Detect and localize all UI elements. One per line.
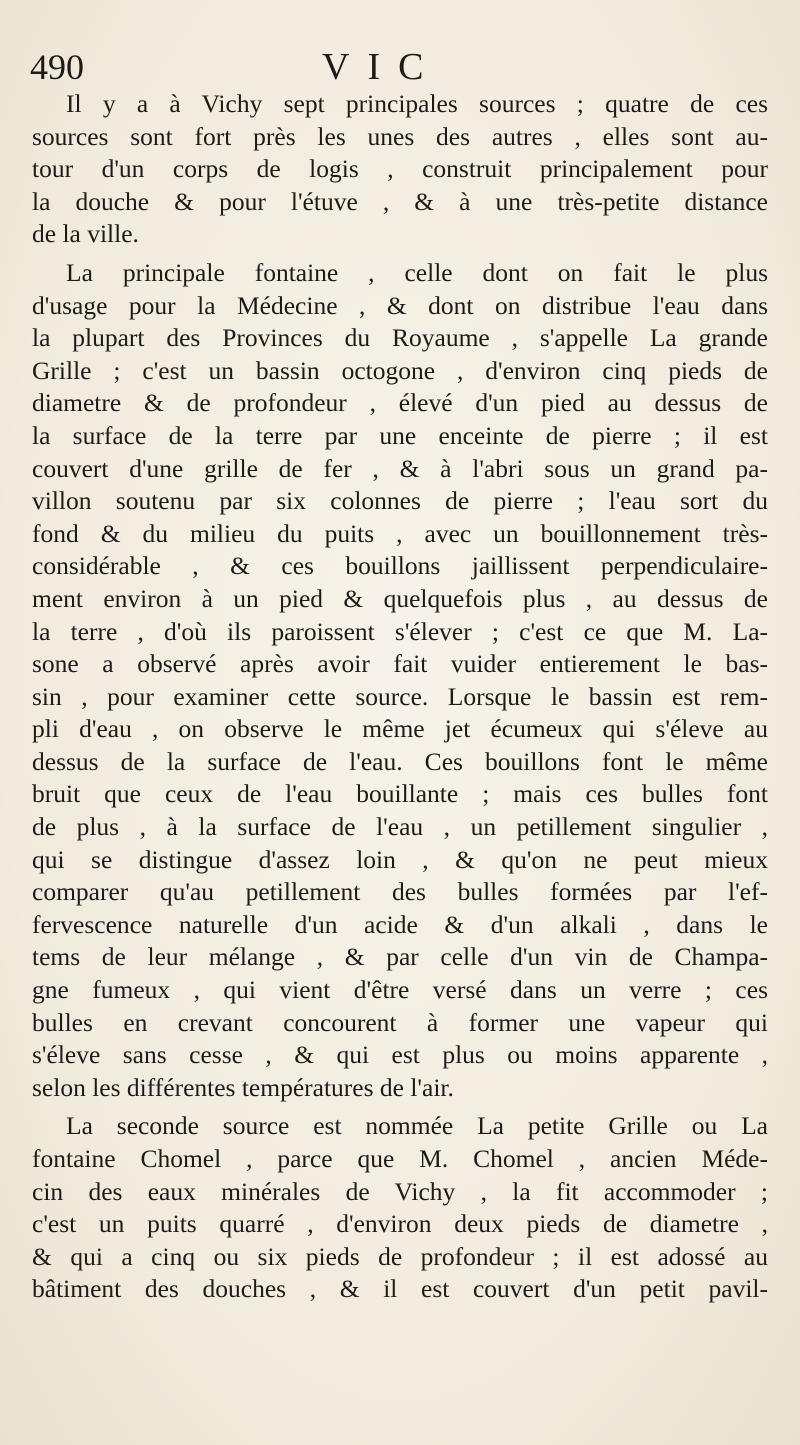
text-line: considérable , & ces bouillons jaillissent perpendiculaire- — [32, 551, 768, 581]
text-line: La principale fontaine , celle dont on fait le plus — [66, 257, 768, 287]
text-line: selon les différentes températures de l'air. — [32, 1072, 454, 1102]
text-line: bruit que ceux de l'eau bouillante ; mais ces bulles font — [32, 779, 768, 809]
paragraph — [32, 257, 768, 1104]
text-line: Il y a à Vichy sept principales sources ; quatre de ces — [66, 89, 768, 118]
text-line: fontaine Chomel , parce que M. Chomel , ancien Méde- — [32, 1144, 768, 1173]
text-line: de la ville. — [32, 219, 139, 249]
text-line: d'usage pour la Médecine , & dont on distribue l'eau dans — [32, 290, 768, 320]
text-line: villon soutenu par six colonnes de pierre ; l'eau sort du — [32, 486, 768, 516]
text-line: diametre & de profondeur , élevé d'un pied au dessus de — [32, 388, 768, 418]
paragraph — [32, 1110, 768, 1306]
text-line: sone a observé après avoir fait vuider entierement le bas- — [32, 649, 768, 679]
text-line: ment environ à un pied & quelquefois plus , au dessus de — [32, 583, 768, 613]
page-header — [30, 44, 770, 90]
text-line: gne fumeux , qui vient d'être versé dans un verre ; ces — [32, 975, 768, 1005]
text-line: la terre , d'où ils paroissent s'élever ; c'est ce que M. La- — [32, 616, 768, 646]
text-line: couvert d'une grille de fer , & à l'abri sous un grand pa- — [32, 453, 768, 483]
text-line: qui se distingue d'assez loin , & qu'on ne peut mieux — [32, 844, 768, 874]
text-line: La seconde source est nommée La petite Grille ou La — [66, 1111, 768, 1141]
text-line: c'est un puits quarré , d'environ deux pieds de diametre , — [32, 1209, 768, 1239]
text-line: & qui a cinq ou six pieds de profondeur ; il est adossé au — [32, 1241, 768, 1271]
text-line: cin des eaux minérales de Vichy , la fit accommoder ; — [32, 1176, 768, 1206]
text-line: comparer qu'au petillement des bulles formées par l'ef- — [32, 877, 768, 907]
text-line: la douche & pour l'étuve , & à une très-petite distance — [32, 186, 768, 216]
text-line: tour d'un corps de logis , construit principalement pour — [32, 154, 768, 184]
text-line: s'éleve sans cesse , & qui est plus ou moins apparente , — [32, 1040, 768, 1070]
running-head: VIC — [322, 46, 442, 88]
text-line: fervescence naturelle d'un acide & d'un alkali , dans le — [32, 909, 768, 939]
text-line: Grille ; c'est un bassin octogone , d'environ cinq pieds de — [32, 355, 768, 385]
paragraph — [32, 88, 768, 251]
body-text — [32, 88, 768, 1306]
text-line: la surface de la terre par une enceinte de pierre ; il est — [32, 420, 768, 450]
text-line: de plus , à la surface de l'eau , un petillement singulier , — [32, 812, 768, 842]
text-line: bulles en crevant concourent à former une vapeur qui — [32, 1007, 768, 1037]
text-line: pli d'eau , on observe le même jet écumeux qui s'éleve au — [32, 714, 768, 744]
text-line: fond & du milieu du puits , avec un bouillonnement très- — [32, 518, 768, 548]
text-line: bâtiment des douches , & il est couvert d'un petit pavil- — [32, 1274, 768, 1304]
text-line: la plupart des Provinces du Royaume , s'appelle La grande — [32, 323, 768, 353]
page-number: 490 — [30, 47, 84, 87]
text-line: sources sont fort près les unes des autres , elles sont au- — [32, 121, 768, 151]
text-line: sin , pour examiner cette source. Lorsque le bassin est rem- — [32, 681, 768, 711]
text-line: dessus de la surface de l'eau. Ces bouillons font le même — [32, 746, 768, 776]
text-line: tems de leur mélange , & par celle d'un vin de Champa- — [32, 942, 768, 972]
